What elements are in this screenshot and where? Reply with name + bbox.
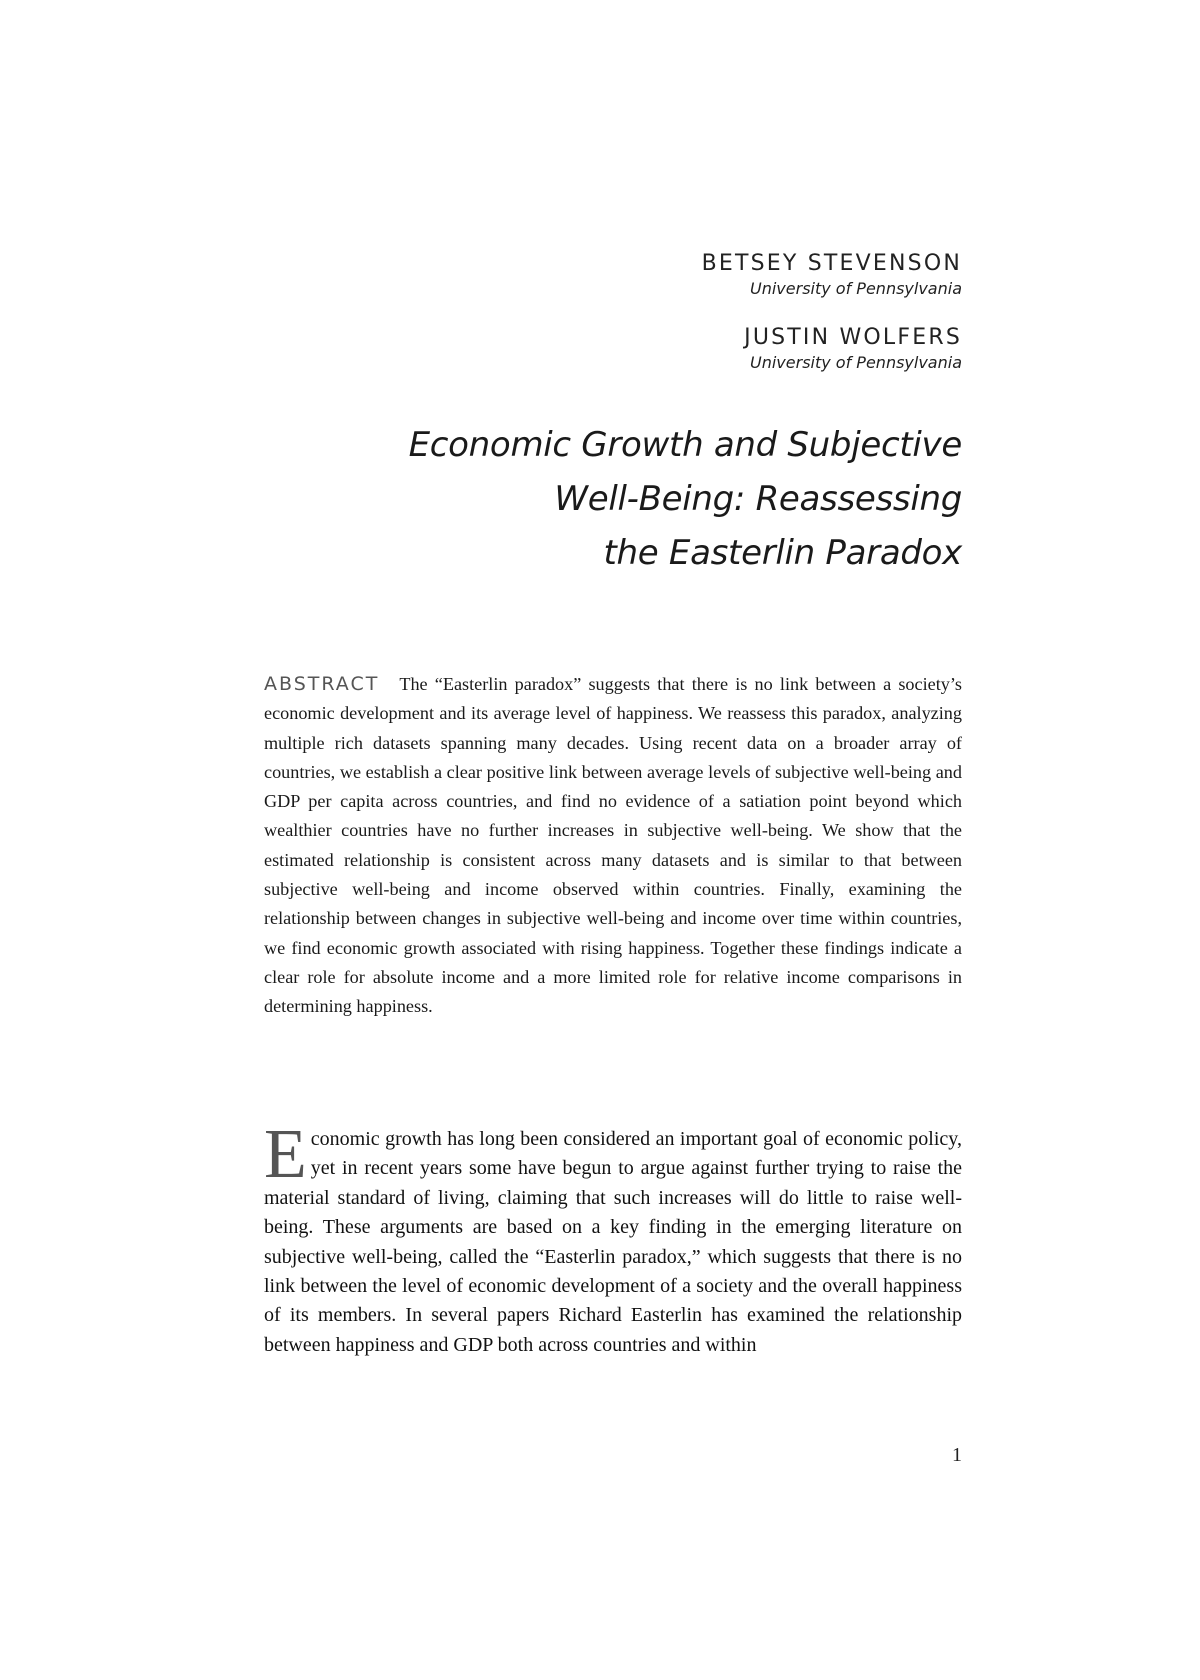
title-line: Well-Being: Reassessing — [554, 479, 962, 519]
author-block — [702, 250, 962, 374]
body-text: conomic growth has long been considered an important goal of economic policy, yet in recent years some have begun to argue against further trying to raise the material standard of living, claiming that such increases will do little to raise well-being. These arguments are based on a key finding in the emerging literature on subjective well-being, called the “Easterlin paradox,” which suggests that there is no link between the level of economic development of a society and the overall happiness of its members. In several papers Richard Easterlin has examined the relationship between happiness and GDP both across countries and within — [264, 1128, 962, 1356]
title-line: the Easterlin Paradox — [603, 533, 962, 573]
author-affiliation: University of Pennsylvania — [750, 353, 962, 372]
body-paragraph — [264, 1116, 962, 1360]
paper-title — [262, 418, 962, 580]
author-affiliation: University of Pennsylvania — [750, 279, 962, 298]
abstract-text: The “Easterlin paradox” suggests that there is no link between a society’s economic development and its average level of happiness. We reassess this paradox, analyzing multiple rich datasets spanning many decades. Using recent data on a broader array of countries, we establish a clear positive link between average levels of subjective well-being and GDP per capita across countries, and find no evidence of a satiation point beyond which wealthier countries have no further increases in subjective well-being. We show that the estimated relationship is consistent across many datasets and is similar to that between subjective well-being and income observed within countries. Finally, examining the relationship between changes in subjective well-being and income over time within countries, we find economic growth associated with rising happiness. Together these findings indicate a clear role for absolute income and a more limited role for relative income comparisons in determining happiness. — [264, 674, 962, 1017]
page-number: 1 — [952, 1444, 962, 1466]
author-name: BETSEY STEVENSON — [701, 251, 962, 276]
author-name: JUSTIN WOLFERS — [744, 325, 962, 350]
title-line: Economic Growth and Subjective — [408, 425, 962, 465]
abstract — [264, 670, 962, 1022]
drop-cap: E — [264, 1116, 307, 1193]
abstract-label: ABSTRACT — [264, 673, 380, 695]
